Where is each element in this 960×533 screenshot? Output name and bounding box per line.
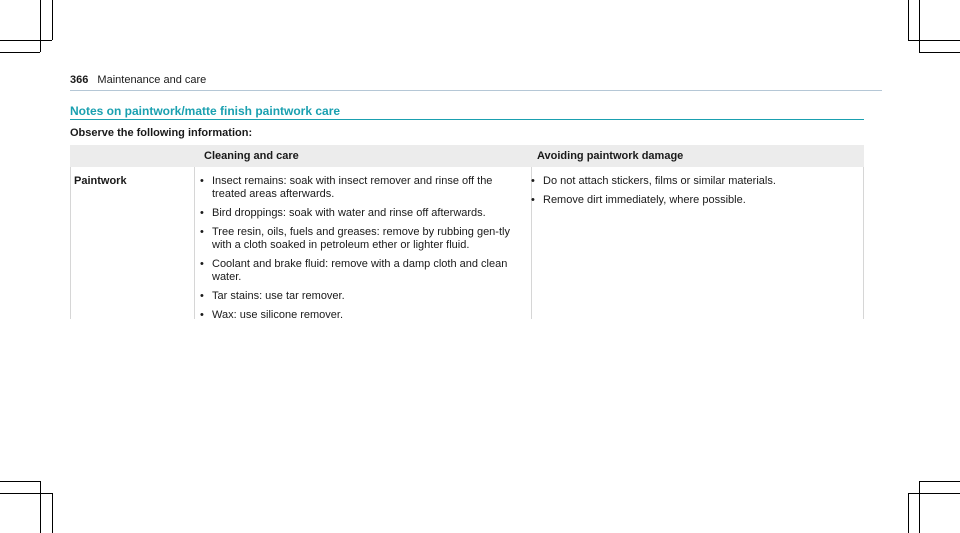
title-divider xyxy=(70,119,864,120)
bullet-icon: • xyxy=(200,290,204,302)
list-item: • Bird droppings: soak with water and rinse off afterwards. xyxy=(200,207,486,219)
bullet-icon: • xyxy=(200,226,204,238)
crop-mark xyxy=(908,493,909,533)
list-item: • Do not attach stickers, films or similar materials. xyxy=(531,175,776,187)
list-item: • Wax: use silicone remover. xyxy=(200,309,344,321)
crop-mark xyxy=(919,481,920,533)
list-item: • Remove dirt immediately, where possible. xyxy=(531,194,746,206)
care-table xyxy=(70,145,864,319)
crop-mark xyxy=(908,493,960,494)
crop-mark xyxy=(0,52,40,53)
bullet-icon: • xyxy=(200,207,204,219)
bullet-icon: • xyxy=(200,258,204,270)
crop-mark xyxy=(919,481,960,482)
crop-mark xyxy=(40,0,41,52)
crop-mark xyxy=(0,40,52,41)
list-item: • Insect remains: soak with insect remover and rinse off the treated areas afterwards. xyxy=(200,175,493,200)
crop-mark xyxy=(40,481,41,533)
avoiding-list xyxy=(531,175,857,213)
table-divider xyxy=(70,167,71,319)
crop-mark xyxy=(0,493,52,494)
intro-text: Observe the following information: xyxy=(70,127,253,139)
row-label-paintwork: Paintwork xyxy=(74,175,127,187)
table-divider xyxy=(194,167,195,319)
bullet-icon: • xyxy=(531,175,535,187)
bullet-icon: • xyxy=(531,194,535,206)
table-divider xyxy=(863,167,864,319)
crop-mark xyxy=(52,0,53,40)
crop-mark xyxy=(908,40,960,41)
crop-mark xyxy=(919,0,920,52)
cleaning-list xyxy=(200,175,526,328)
page-number: 366 xyxy=(70,74,89,86)
running-header xyxy=(70,74,206,86)
header-divider xyxy=(70,90,882,91)
crop-mark xyxy=(52,493,53,533)
running-section: Maintenance and care xyxy=(97,74,207,86)
crop-mark xyxy=(0,481,40,482)
bullet-icon: • xyxy=(200,309,204,321)
list-item: • Tar stains: use tar remover. xyxy=(200,290,345,302)
list-item: • Tree resin, oils, fuels and greases: remove by rubbing gen-tly with a cloth soaked in petroleum ether or lighter fluid. xyxy=(200,226,510,251)
crop-mark xyxy=(919,52,960,53)
crop-mark xyxy=(908,0,909,40)
column-header-avoiding: Avoiding paintwork damage xyxy=(537,150,684,162)
bullet-icon: • xyxy=(200,175,204,187)
table-header xyxy=(70,145,864,167)
section-title: Notes on paintwork/matte finish paintwork care xyxy=(70,104,341,118)
column-header-cleaning: Cleaning and care xyxy=(204,150,299,162)
list-item: • Coolant and brake fluid: remove with a damp cloth and clean water. xyxy=(200,258,508,283)
